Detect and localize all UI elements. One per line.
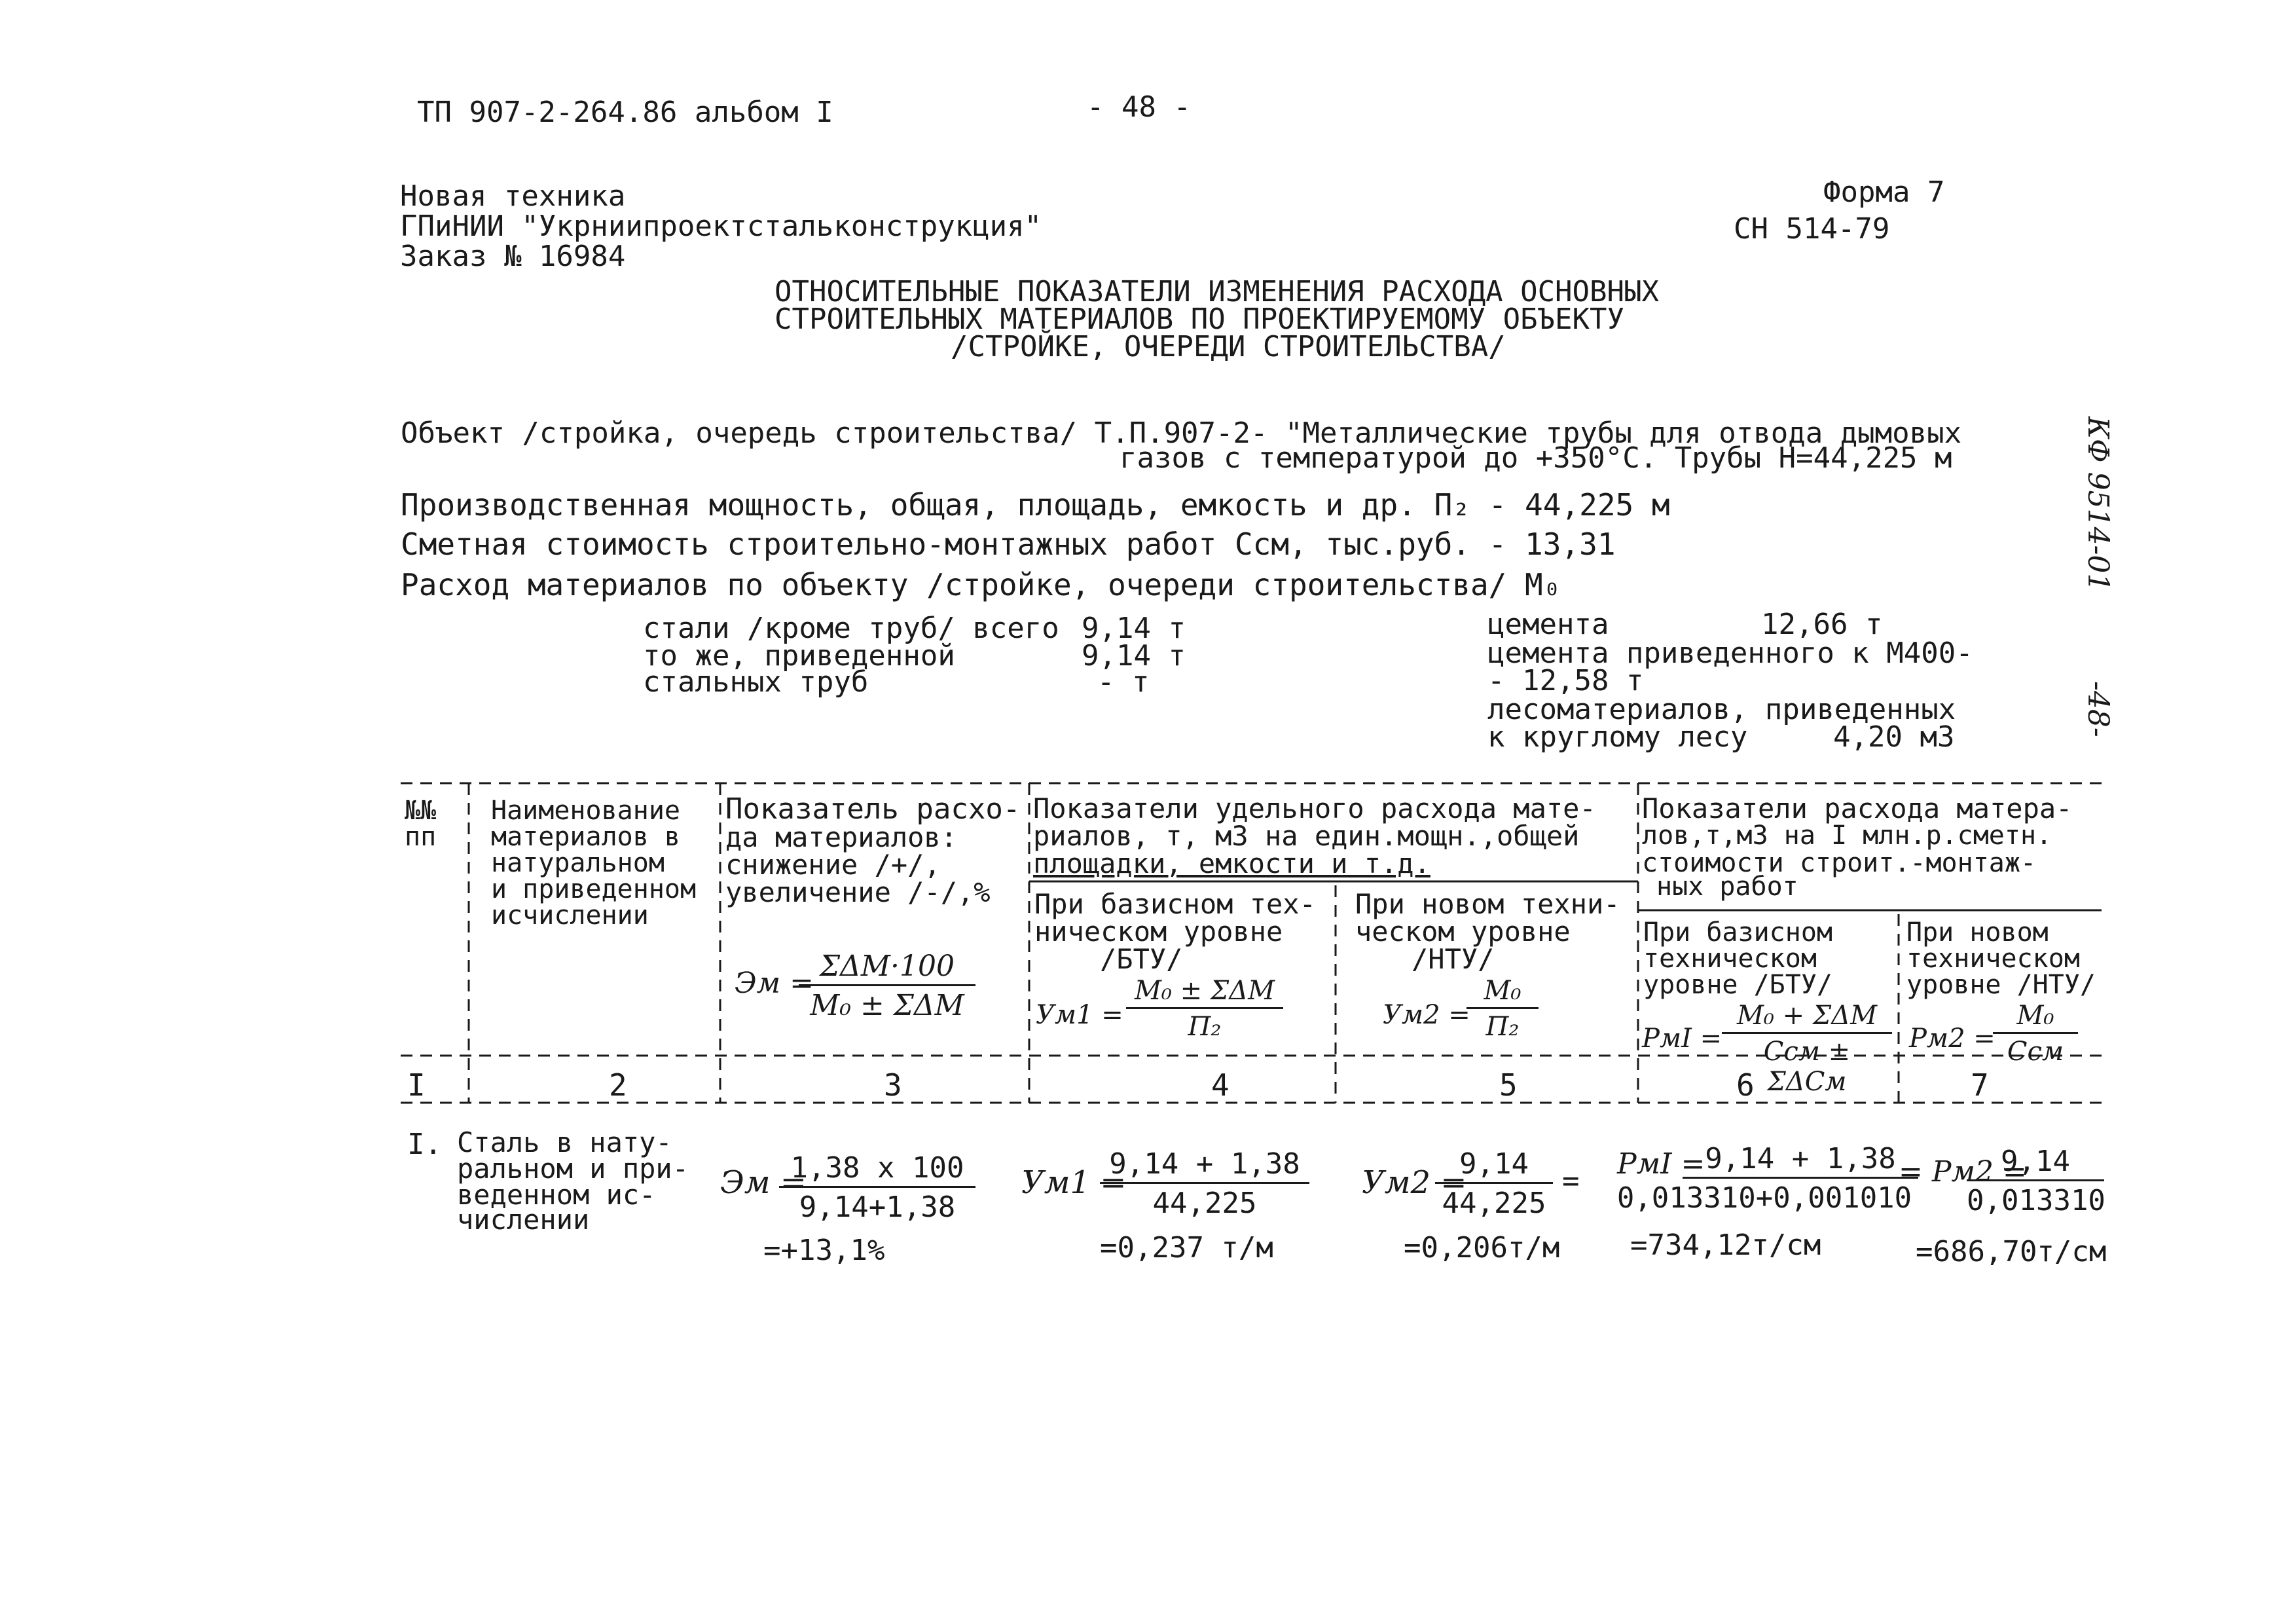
cement-value: 12,66 т (1761, 608, 1883, 641)
header-line-3: Заказ № 16984 (400, 240, 626, 273)
steel-total-value: 9,14 т (1082, 612, 1186, 645)
col67-header-line-2: лов,т,м3 на I млн.р.сметн. (1642, 821, 2052, 851)
col3-header-line-4: увеличение /-/,% (725, 876, 991, 908)
row1-col4-fraction (1100, 1147, 1309, 1220)
row1-name-line-2: ральном и при- (457, 1153, 689, 1185)
timber-label-2: к круглому лесу (1487, 720, 1748, 754)
col5-header-line-2: ческом уровне (1355, 915, 1571, 948)
row1-col5-equals: = (1562, 1164, 1580, 1198)
row1-col5-lhs: Ум2 = (1362, 1164, 1467, 1201)
cement-reduced-label: цемента приведенного к М400- (1487, 637, 1973, 670)
row1-col3-lhs: Эм = (720, 1164, 807, 1201)
col6-formula-lhs: PмI = (1642, 1024, 1722, 1054)
col3-header-line-1: Показатель расхо- (725, 792, 1021, 826)
cement-reduced-value: - 12,58 т (1487, 664, 1644, 697)
col3-formula-numerator: ΣΔM·100 (799, 950, 975, 986)
col4-header-line-3: /БТУ/ (1100, 943, 1183, 975)
col5-formula-fraction (1467, 976, 1539, 1042)
col5-formula-lhs: Ум2 = (1383, 1000, 1470, 1030)
col7-formula-lhs: Pм2 = (1909, 1024, 1995, 1054)
col7-header-line-1: При новом (1906, 917, 2049, 948)
row1-col3-result: =+13,1% (763, 1234, 885, 1267)
col4-formula-denominator: П₂ (1188, 1012, 1222, 1042)
col2-header-line-3: натуральном (491, 848, 665, 878)
row1-col6-fraction (1611, 1142, 1918, 1215)
row1-name-line-1: Сталь в нату- (457, 1126, 672, 1158)
page-number: - 48 - (1087, 90, 1191, 124)
steel-pipes-value: - т (1097, 665, 1150, 699)
row1-col4-lhs: Ум1 = (1021, 1164, 1127, 1201)
row1-col6-result: =734,12т/см (1630, 1228, 1821, 1262)
materials-line: Расход материалов по объекту /стройке, очереди строительства/ M₀ (401, 567, 1561, 602)
row1-col5-denominator: 44,225 (1442, 1187, 1546, 1220)
col7-formula-fraction (1993, 1001, 2078, 1067)
row1-col5-numerator: 9,14 (1435, 1147, 1553, 1184)
row1-col6-numerator: 9,14 + 1,38 (1683, 1142, 1918, 1179)
row1-number: I. (407, 1128, 442, 1161)
col4-formula-lhs: Ум1 = (1036, 1000, 1123, 1030)
col67-header-line-1: Показатели расхода матера- (1642, 792, 2073, 824)
row1-col7-fraction (1967, 1145, 2104, 1217)
col1-header-line-2: пп (405, 822, 437, 852)
col2-header-line-1: Наименование (491, 796, 680, 826)
header-line-1: Новая техника (400, 179, 626, 213)
col7-header-line-3: уровне /НТУ/ (1906, 970, 2096, 1000)
col7-formula-numerator: M₀ (1993, 1001, 2078, 1034)
row1-col4-result: =0,237 т/м (1100, 1231, 1273, 1264)
title-line-3: /СТРОЙКЕ, ОЧЕРЕДИ СТРОИТЕЛЬСТВА/ (951, 330, 1506, 363)
column-number-5: 5 (1499, 1067, 1518, 1103)
col1-header-line-1: №№ (405, 796, 437, 826)
object-line-1: Объект /стройка, очередь строительства/ Т.П.907-2- "Металлические трубы для отвода дымовых (401, 416, 1962, 450)
col6-formula-numerator: M₀ + ΣΔM (1722, 1001, 1892, 1034)
col45-header-line-1: Показатели удельного расхода мате- (1033, 792, 1596, 824)
header-line-2: ГПиНИИ "Укрниипроектстальконструкция" (400, 210, 1042, 243)
col5-header-line-3: /НТУ/ (1412, 943, 1495, 975)
col45-header-line-2: риалов, т, м3 на един.мощн.,общей (1033, 820, 1580, 852)
column-number-7: 7 (1971, 1067, 1989, 1103)
row1-name-line-4: числении (457, 1204, 590, 1236)
col6-header-line-2: техническом (1643, 944, 1817, 974)
col2-header-line-5: исчислении (491, 900, 649, 931)
col4-header-line-1: При базисном тех- (1034, 888, 1316, 920)
side-code-stamp: КФ 9514-01 (2081, 416, 2115, 592)
col2-header-line-4: и приведенном (491, 874, 697, 904)
col45-header-line-3: площадки, емкости и т.д. (1033, 847, 1430, 879)
norm-reference: СН 514-79 (1734, 212, 1890, 246)
row1-col5-fraction (1435, 1147, 1553, 1220)
col6-header-line-3: уровне /БТУ/ (1643, 970, 1832, 1000)
row1-name-line-3: веденном ис- (457, 1179, 656, 1211)
col3-formula-denominator: M₀ ± ΣΔM (810, 989, 964, 1022)
col3-header-line-3: снижение /+/, (725, 849, 941, 881)
steel-reduced-label: то же, приведенной (643, 639, 955, 673)
row1-col7-denominator: 0,013310 (1967, 1184, 2105, 1217)
row1-col7-result: =686,70т/см (1916, 1235, 2107, 1268)
col67-header-line-4: ных работ (1656, 872, 1798, 902)
side-page-stamp: -48- (2081, 681, 2115, 737)
col7-formula-denominator: Cсм (2007, 1037, 2064, 1067)
steel-reduced-value: 9,14 т (1082, 639, 1186, 673)
steel-pipes-label: стальных труб (643, 665, 869, 699)
col4-header-line-2: ническом уровне (1034, 915, 1283, 948)
row1-col3-fraction (779, 1151, 975, 1224)
col4-formula-numerator: M₀ ± ΣΔM (1126, 976, 1283, 1009)
col3-formula-fraction (799, 950, 975, 1022)
col67-header-line-3: стоимости строит.-монтаж- (1642, 848, 2037, 878)
steel-total-label: стали /кроме труб/ всего (643, 612, 1059, 645)
cost-line: Сметная стоимость строительно-монтажных работ Cсм, тыс.руб. - 13,31 (401, 526, 1616, 562)
col5-formula-numerator: M₀ (1467, 976, 1539, 1009)
column-number-2: 2 (609, 1067, 627, 1103)
document-reference: ТП 907-2-264.86 альбом I (417, 96, 833, 129)
form-number: Форма 7 (1823, 175, 1945, 209)
column-number-4: 4 (1211, 1067, 1230, 1103)
row1-col6-denominator: 0,013310+0,001010 (1616, 1181, 1912, 1215)
row1-col4-denominator: 44,225 (1152, 1187, 1257, 1220)
timber-label: лесоматериалов, приведенных (1487, 693, 1956, 726)
col5-header-line-1: При новом техни- (1355, 888, 1620, 920)
column-number-1: I (407, 1067, 426, 1103)
row1-col3-denominator: 9,14+1,38 (799, 1190, 956, 1224)
row1-col7-lhs: = Pм2 = (1899, 1155, 2027, 1189)
cement-label: цемента (1487, 608, 1609, 641)
row1-col4-numerator: 9,14 + 1,38 (1100, 1147, 1309, 1184)
col2-header-line-2: материалов в (491, 822, 680, 852)
col3-header-line-2: да материалов: (725, 821, 958, 853)
object-line-2: газов с температурой до +350°С. Трубы Н=44,225 м (1120, 441, 1952, 475)
row1-col5-result: =0,206т/м (1404, 1231, 1560, 1264)
column-number-3: 3 (884, 1067, 902, 1103)
row1-col7-numerator: 9,14 (1967, 1145, 2104, 1181)
col3-formula-lhs: Эм = (735, 967, 814, 1000)
col5-formula-denominator: П₂ (1485, 1012, 1520, 1042)
col6-formula-denominator: Cсм ± ΣΔCм (1763, 1037, 1851, 1097)
col4-formula-fraction (1126, 976, 1283, 1042)
col6-header-line-1: При базисном (1643, 917, 1832, 948)
row1-col3-numerator: 1,38 x 100 (779, 1151, 975, 1188)
col7-header-line-2: техническом (1906, 944, 2080, 974)
title-line-1: ОТНОСИТЕЛЬНЫЕ ПОКАЗАТЕЛИ ИЗМЕНЕНИЯ РАСХОДА ОСНОВНЫХ (774, 275, 1660, 308)
capacity-line: Производственная мощность, общая, площадь, емкость и др. П₂ - 44,225 м (401, 487, 1670, 523)
row1-col6-lhs: PмI = (1617, 1147, 1705, 1181)
title-line-2: СТРОИТЕЛЬНЫХ МАТЕРИАЛОВ ПО ПРОЕКТИРУЕМОМУ ОБЪЕКТУ (774, 303, 1625, 336)
timber-value: 4,20 м3 (1833, 720, 1955, 754)
column-number-6: 6 (1736, 1067, 1755, 1103)
